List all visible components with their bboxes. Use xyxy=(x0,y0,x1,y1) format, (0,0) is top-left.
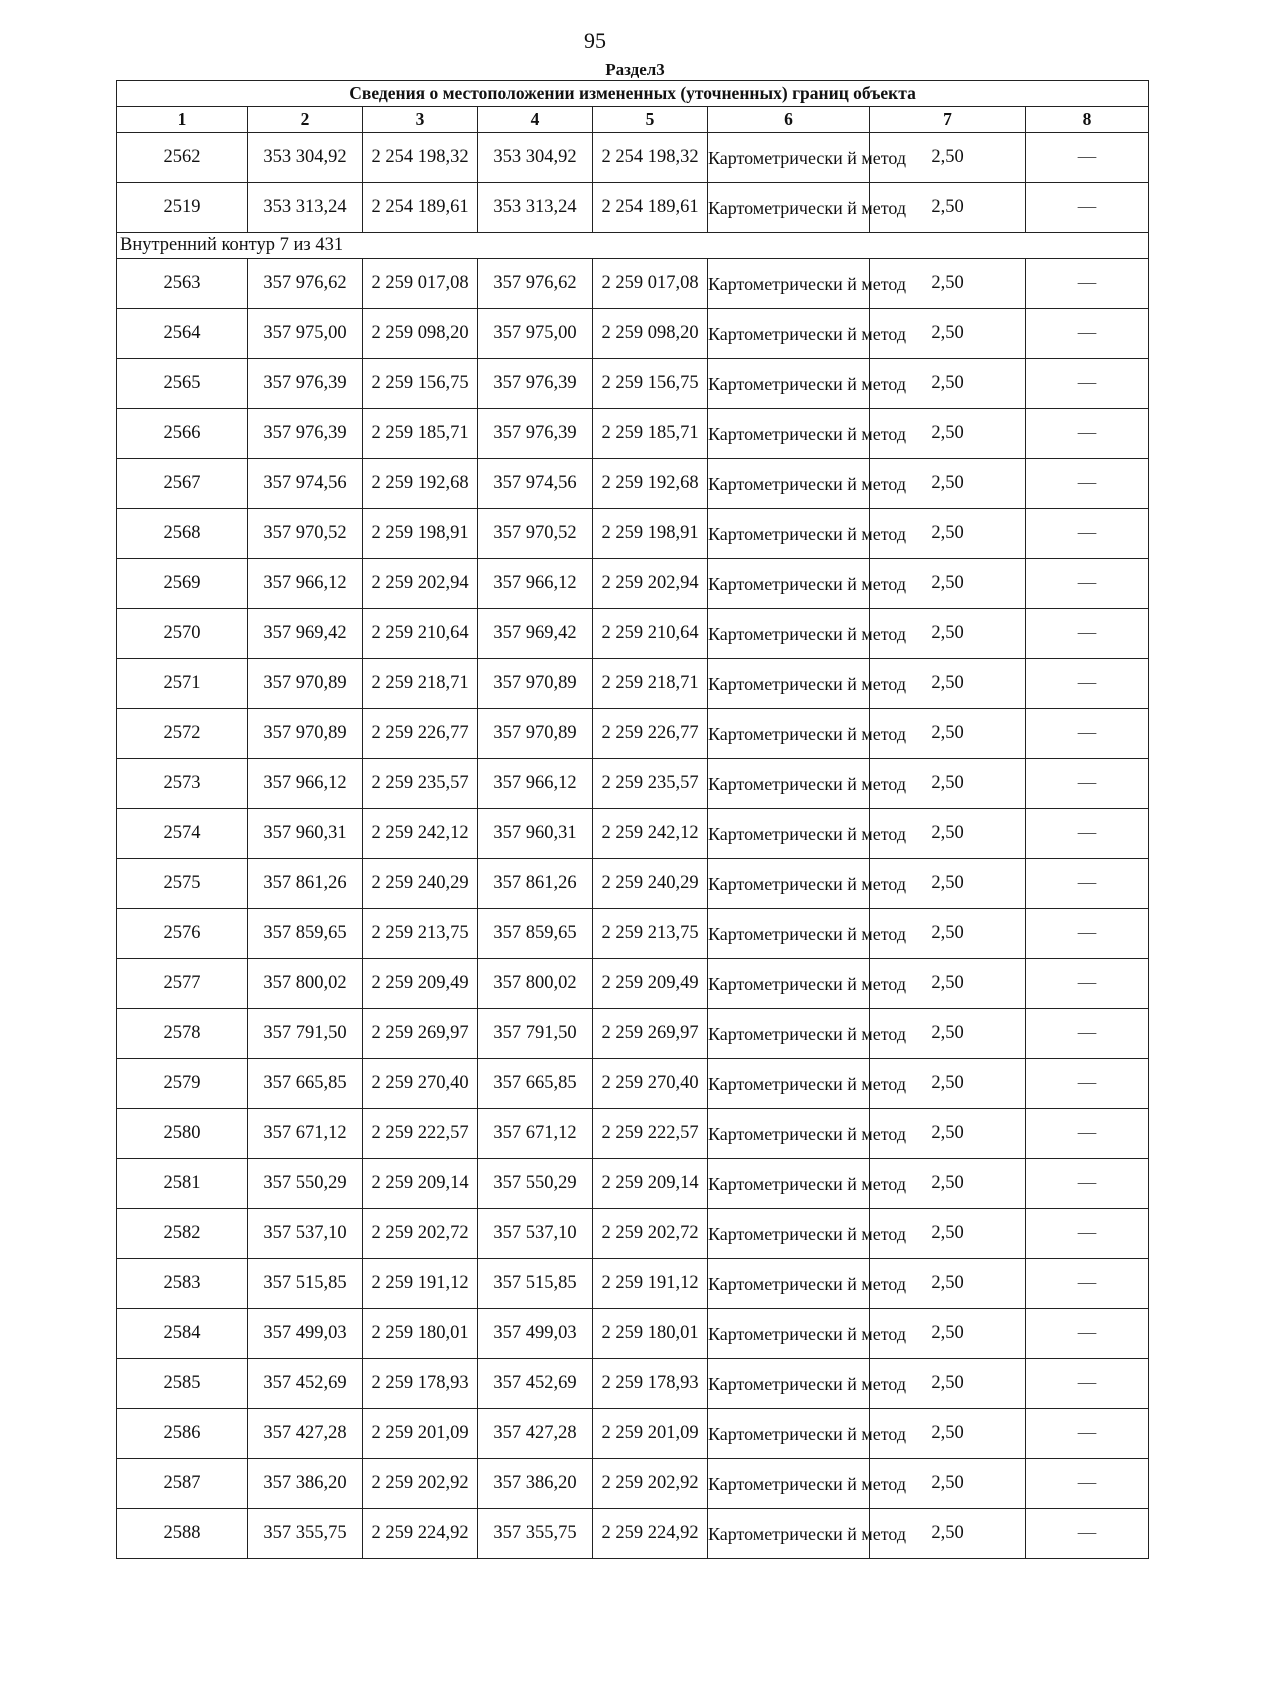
contour-label: Внутренний контур 7 из 431 xyxy=(117,233,1149,259)
cell-x-existing: 357 800,02 xyxy=(248,959,363,1009)
cell-x-new: 357 966,12 xyxy=(478,559,593,609)
cell-accuracy: 2,50 xyxy=(870,1359,1026,1409)
column-number: 7 xyxy=(870,107,1026,133)
cell-description: — xyxy=(1026,709,1149,759)
cell-description: — xyxy=(1026,859,1149,909)
cell-description: — xyxy=(1026,1459,1149,1509)
cell-description: — xyxy=(1026,359,1149,409)
cell-method: Картометрически й метод xyxy=(708,909,870,959)
cell-point-number: 2577 xyxy=(117,959,248,1009)
cell-x-existing: 357 974,56 xyxy=(248,459,363,509)
cell-x-new: 357 427,28 xyxy=(478,1409,593,1459)
cell-y-new: 2 254 198,32 xyxy=(593,133,708,183)
cell-description: — xyxy=(1026,1209,1149,1259)
cell-y-new: 2 259 191,12 xyxy=(593,1259,708,1309)
cell-point-number: 2575 xyxy=(117,859,248,909)
table-row xyxy=(117,1259,1149,1309)
cell-point-number: 2562 xyxy=(117,133,248,183)
boundary-coordinates-table xyxy=(116,80,1149,1559)
table-caption: Сведения о местоположении измененных (уточненных) границ объекта xyxy=(117,81,1149,107)
cell-point-number: 2583 xyxy=(117,1259,248,1309)
cell-accuracy: 2,50 xyxy=(870,1459,1026,1509)
cell-accuracy: 2,50 xyxy=(870,133,1026,183)
cell-y-existing: 2 259 210,64 xyxy=(363,609,478,659)
cell-accuracy: 2,50 xyxy=(870,709,1026,759)
cell-x-new: 357 974,56 xyxy=(478,459,593,509)
table-row xyxy=(117,859,1149,909)
cell-accuracy: 2,50 xyxy=(870,959,1026,1009)
cell-method: Картометрически й метод xyxy=(708,659,870,709)
cell-y-existing: 2 259 213,75 xyxy=(363,909,478,959)
cell-method: Картометрически й метод xyxy=(708,1459,870,1509)
cell-y-existing: 2 259 269,97 xyxy=(363,1009,478,1059)
cell-y-existing: 2 259 178,93 xyxy=(363,1359,478,1409)
cell-y-new: 2 259 226,77 xyxy=(593,709,708,759)
cell-x-new: 357 861,26 xyxy=(478,859,593,909)
cell-point-number: 2573 xyxy=(117,759,248,809)
cell-point-number: 2568 xyxy=(117,509,248,559)
cell-y-new: 2 259 240,29 xyxy=(593,859,708,909)
cell-x-new: 357 976,62 xyxy=(478,259,593,309)
cell-description: — xyxy=(1026,1159,1149,1209)
cell-y-new: 2 259 218,71 xyxy=(593,659,708,709)
cell-accuracy: 2,50 xyxy=(870,1309,1026,1359)
cell-accuracy: 2,50 xyxy=(870,659,1026,709)
column-number: 6 xyxy=(708,107,870,133)
cell-x-new: 357 975,00 xyxy=(478,309,593,359)
cell-x-new: 357 537,10 xyxy=(478,1209,593,1259)
cell-x-new: 353 313,24 xyxy=(478,183,593,233)
cell-x-new: 353 304,92 xyxy=(478,133,593,183)
table-row xyxy=(117,459,1149,509)
cell-method: Картометрически й метод xyxy=(708,1409,870,1459)
cell-x-existing: 357 671,12 xyxy=(248,1109,363,1159)
table-row xyxy=(117,1409,1149,1459)
cell-accuracy: 2,50 xyxy=(870,1409,1026,1459)
cell-description: — xyxy=(1026,133,1149,183)
cell-point-number: 2572 xyxy=(117,709,248,759)
cell-y-new: 2 259 224,92 xyxy=(593,1509,708,1559)
cell-y-new: 2 259 202,92 xyxy=(593,1459,708,1509)
cell-description: — xyxy=(1026,1509,1149,1559)
cell-y-new: 2 259 213,75 xyxy=(593,909,708,959)
cell-y-existing: 2 259 098,20 xyxy=(363,309,478,359)
cell-description: — xyxy=(1026,659,1149,709)
cell-y-new: 2 259 235,57 xyxy=(593,759,708,809)
cell-y-new: 2 259 178,93 xyxy=(593,1359,708,1409)
cell-accuracy: 2,50 xyxy=(870,909,1026,959)
cell-y-existing: 2 259 224,92 xyxy=(363,1509,478,1559)
cell-y-new: 2 259 202,72 xyxy=(593,1209,708,1259)
table-row xyxy=(117,909,1149,959)
cell-point-number: 2581 xyxy=(117,1159,248,1209)
cell-accuracy: 2,50 xyxy=(870,359,1026,409)
cell-x-existing: 357 452,69 xyxy=(248,1359,363,1409)
table-row xyxy=(117,133,1149,183)
cell-description: — xyxy=(1026,183,1149,233)
table-row xyxy=(117,359,1149,409)
cell-description: — xyxy=(1026,509,1149,559)
cell-x-new: 357 970,52 xyxy=(478,509,593,559)
cell-x-existing: 357 386,20 xyxy=(248,1459,363,1509)
table-row xyxy=(117,609,1149,659)
cell-y-new: 2 259 017,08 xyxy=(593,259,708,309)
cell-accuracy: 2,50 xyxy=(870,809,1026,859)
cell-y-existing: 2 259 156,75 xyxy=(363,359,478,409)
cell-method: Картометрически й метод xyxy=(708,1109,870,1159)
cell-method: Картометрически й метод xyxy=(708,183,870,233)
cell-description: — xyxy=(1026,959,1149,1009)
table-row xyxy=(117,409,1149,459)
column-number: 3 xyxy=(363,107,478,133)
table-row xyxy=(117,659,1149,709)
cell-accuracy: 2,50 xyxy=(870,759,1026,809)
cell-y-existing: 2 259 202,94 xyxy=(363,559,478,609)
cell-method: Картометрически й метод xyxy=(708,809,870,859)
cell-method: Картометрически й метод xyxy=(708,859,870,909)
cell-x-new: 357 970,89 xyxy=(478,709,593,759)
cell-accuracy: 2,50 xyxy=(870,1009,1026,1059)
cell-point-number: 2585 xyxy=(117,1359,248,1409)
cell-method: Картометрически й метод xyxy=(708,1159,870,1209)
cell-method: Картометрически й метод xyxy=(708,1209,870,1259)
cell-accuracy: 2,50 xyxy=(870,259,1026,309)
cell-x-new: 357 452,69 xyxy=(478,1359,593,1409)
cell-method: Картометрически й метод xyxy=(708,759,870,809)
table-row xyxy=(117,1309,1149,1359)
cell-y-existing: 2 259 218,71 xyxy=(363,659,478,709)
cell-x-new: 357 969,42 xyxy=(478,609,593,659)
cell-x-new: 357 970,89 xyxy=(478,659,593,709)
cell-point-number: 2519 xyxy=(117,183,248,233)
table-body-before-contour xyxy=(117,133,1149,233)
cell-y-existing: 2 259 191,12 xyxy=(363,1259,478,1309)
cell-y-existing: 2 259 242,12 xyxy=(363,809,478,859)
column-number: 4 xyxy=(478,107,593,133)
cell-x-existing: 357 970,52 xyxy=(248,509,363,559)
cell-x-new: 357 859,65 xyxy=(478,909,593,959)
cell-accuracy: 2,50 xyxy=(870,859,1026,909)
cell-method: Картометрически й метод xyxy=(708,1259,870,1309)
cell-point-number: 2579 xyxy=(117,1059,248,1109)
cell-y-new: 2 259 180,01 xyxy=(593,1309,708,1359)
cell-y-existing: 2 259 222,57 xyxy=(363,1109,478,1159)
cell-y-existing: 2 254 198,32 xyxy=(363,133,478,183)
cell-y-existing: 2 259 201,09 xyxy=(363,1409,478,1459)
cell-accuracy: 2,50 xyxy=(870,559,1026,609)
cell-x-existing: 357 966,12 xyxy=(248,559,363,609)
cell-point-number: 2563 xyxy=(117,259,248,309)
cell-method: Картометрически й метод xyxy=(708,309,870,359)
cell-description: — xyxy=(1026,1359,1149,1409)
cell-accuracy: 2,50 xyxy=(870,1259,1026,1309)
cell-x-existing: 357 970,89 xyxy=(248,709,363,759)
cell-x-existing: 357 791,50 xyxy=(248,1009,363,1059)
cell-accuracy: 2,50 xyxy=(870,1509,1026,1559)
cell-x-existing: 353 313,24 xyxy=(248,183,363,233)
table-row xyxy=(117,559,1149,609)
cell-x-new: 357 386,20 xyxy=(478,1459,593,1509)
cell-point-number: 2569 xyxy=(117,559,248,609)
cell-description: — xyxy=(1026,559,1149,609)
cell-method: Картометрически й метод xyxy=(708,133,870,183)
cell-x-existing: 357 355,75 xyxy=(248,1509,363,1559)
cell-x-existing: 357 550,29 xyxy=(248,1159,363,1209)
cell-point-number: 2582 xyxy=(117,1209,248,1259)
cell-y-existing: 2 259 209,49 xyxy=(363,959,478,1009)
cell-y-new: 2 259 269,97 xyxy=(593,1009,708,1059)
cell-method: Картометрически й метод xyxy=(708,959,870,1009)
cell-y-existing: 2 259 209,14 xyxy=(363,1159,478,1209)
cell-x-existing: 357 976,62 xyxy=(248,259,363,309)
cell-point-number: 2571 xyxy=(117,659,248,709)
cell-x-existing: 357 975,00 xyxy=(248,309,363,359)
column-number: 5 xyxy=(593,107,708,133)
cell-y-existing: 2 259 226,77 xyxy=(363,709,478,759)
cell-point-number: 2588 xyxy=(117,1509,248,1559)
table-row xyxy=(117,1209,1149,1259)
column-number-row xyxy=(117,107,1149,133)
cell-method: Картометрически й метод xyxy=(708,1359,870,1409)
cell-y-new: 2 259 198,91 xyxy=(593,509,708,559)
cell-point-number: 2578 xyxy=(117,1009,248,1059)
cell-point-number: 2586 xyxy=(117,1409,248,1459)
cell-method: Картометрически й метод xyxy=(708,1509,870,1559)
cell-point-number: 2567 xyxy=(117,459,248,509)
cell-x-existing: 357 537,10 xyxy=(248,1209,363,1259)
cell-description: — xyxy=(1026,609,1149,659)
cell-y-new: 2 259 242,12 xyxy=(593,809,708,859)
cell-x-new: 357 791,50 xyxy=(478,1009,593,1059)
cell-point-number: 2580 xyxy=(117,1109,248,1159)
table-row xyxy=(117,1159,1149,1209)
cell-accuracy: 2,50 xyxy=(870,309,1026,359)
column-number: 2 xyxy=(248,107,363,133)
contour-section xyxy=(117,233,1149,259)
cell-y-new: 2 259 209,49 xyxy=(593,959,708,1009)
cell-method: Картометрически й метод xyxy=(708,509,870,559)
cell-x-new: 357 665,85 xyxy=(478,1059,593,1109)
cell-y-existing: 2 259 202,92 xyxy=(363,1459,478,1509)
cell-accuracy: 2,50 xyxy=(870,1109,1026,1159)
cell-point-number: 2565 xyxy=(117,359,248,409)
table-row xyxy=(117,1059,1149,1109)
cell-x-new: 357 800,02 xyxy=(478,959,593,1009)
cell-x-existing: 357 515,85 xyxy=(248,1259,363,1309)
cell-description: — xyxy=(1026,909,1149,959)
cell-y-existing: 2 259 198,91 xyxy=(363,509,478,559)
cell-accuracy: 2,50 xyxy=(870,1059,1026,1109)
table-row xyxy=(117,1359,1149,1409)
cell-x-new: 357 960,31 xyxy=(478,809,593,859)
cell-x-existing: 353 304,92 xyxy=(248,133,363,183)
contour-row xyxy=(117,233,1149,259)
cell-method: Картометрически й метод xyxy=(708,459,870,509)
section-title: Раздел3 xyxy=(605,60,665,79)
page-number: 95 xyxy=(584,28,606,53)
cell-point-number: 2570 xyxy=(117,609,248,659)
cell-accuracy: 2,50 xyxy=(870,1209,1026,1259)
table-row xyxy=(117,709,1149,759)
cell-method: Картометрически й метод xyxy=(708,1309,870,1359)
cell-x-new: 357 550,29 xyxy=(478,1159,593,1209)
cell-accuracy: 2,50 xyxy=(870,1159,1026,1209)
cell-x-new: 357 976,39 xyxy=(478,359,593,409)
cell-x-existing: 357 976,39 xyxy=(248,409,363,459)
cell-y-existing: 2 254 189,61 xyxy=(363,183,478,233)
table-row xyxy=(117,1009,1149,1059)
cell-point-number: 2584 xyxy=(117,1309,248,1359)
cell-method: Картометрически й метод xyxy=(708,709,870,759)
cell-x-existing: 357 859,65 xyxy=(248,909,363,959)
cell-description: — xyxy=(1026,1109,1149,1159)
cell-method: Картометрически й метод xyxy=(708,559,870,609)
cell-description: — xyxy=(1026,809,1149,859)
table-row xyxy=(117,509,1149,559)
cell-description: — xyxy=(1026,759,1149,809)
cell-point-number: 2564 xyxy=(117,309,248,359)
cell-x-new: 357 499,03 xyxy=(478,1309,593,1359)
cell-description: — xyxy=(1026,1059,1149,1109)
cell-point-number: 2566 xyxy=(117,409,248,459)
cell-accuracy: 2,50 xyxy=(870,183,1026,233)
cell-y-new: 2 254 189,61 xyxy=(593,183,708,233)
table-row xyxy=(117,1459,1149,1509)
cell-x-new: 357 355,75 xyxy=(478,1509,593,1559)
cell-method: Картометрически й метод xyxy=(708,1009,870,1059)
cell-method: Картометрически й метод xyxy=(708,409,870,459)
cell-description: — xyxy=(1026,1009,1149,1059)
table-row xyxy=(117,183,1149,233)
cell-method: Картометрически й метод xyxy=(708,1059,870,1109)
cell-point-number: 2587 xyxy=(117,1459,248,1509)
table-body-after-contour xyxy=(117,259,1149,1559)
cell-y-new: 2 259 185,71 xyxy=(593,409,708,459)
table-row xyxy=(117,959,1149,1009)
cell-y-existing: 2 259 235,57 xyxy=(363,759,478,809)
cell-y-new: 2 259 156,75 xyxy=(593,359,708,409)
cell-x-existing: 357 427,28 xyxy=(248,1409,363,1459)
cell-method: Картометрически й метод xyxy=(708,359,870,409)
cell-method: Картометрически й метод xyxy=(708,609,870,659)
cell-method: Картометрически й метод xyxy=(708,259,870,309)
column-number: 8 xyxy=(1026,107,1149,133)
cell-x-existing: 357 665,85 xyxy=(248,1059,363,1109)
cell-x-new: 357 515,85 xyxy=(478,1259,593,1309)
cell-y-new: 2 259 270,40 xyxy=(593,1059,708,1109)
cell-x-existing: 357 499,03 xyxy=(248,1309,363,1359)
cell-accuracy: 2,50 xyxy=(870,609,1026,659)
table-row xyxy=(117,1109,1149,1159)
cell-accuracy: 2,50 xyxy=(870,459,1026,509)
table-row xyxy=(117,259,1149,309)
cell-x-existing: 357 966,12 xyxy=(248,759,363,809)
cell-y-new: 2 259 209,14 xyxy=(593,1159,708,1209)
cell-description: — xyxy=(1026,1409,1149,1459)
cell-x-existing: 357 969,42 xyxy=(248,609,363,659)
cell-x-existing: 357 861,26 xyxy=(248,859,363,909)
cell-description: — xyxy=(1026,409,1149,459)
cell-y-new: 2 259 098,20 xyxy=(593,309,708,359)
cell-y-new: 2 259 202,94 xyxy=(593,559,708,609)
cell-y-new: 2 259 210,64 xyxy=(593,609,708,659)
cell-x-existing: 357 970,89 xyxy=(248,659,363,709)
cell-y-new: 2 259 201,09 xyxy=(593,1409,708,1459)
cell-y-existing: 2 259 192,68 xyxy=(363,459,478,509)
cell-y-existing: 2 259 240,29 xyxy=(363,859,478,909)
cell-description: — xyxy=(1026,259,1149,309)
cell-accuracy: 2,50 xyxy=(870,409,1026,459)
cell-y-existing: 2 259 270,40 xyxy=(363,1059,478,1109)
table-caption-row xyxy=(117,81,1149,107)
column-number: 1 xyxy=(117,107,248,133)
cell-y-new: 2 259 222,57 xyxy=(593,1109,708,1159)
cell-accuracy: 2,50 xyxy=(870,509,1026,559)
cell-description: — xyxy=(1026,1309,1149,1359)
cell-description: — xyxy=(1026,309,1149,359)
cell-x-new: 357 671,12 xyxy=(478,1109,593,1159)
cell-x-existing: 357 960,31 xyxy=(248,809,363,859)
cell-y-existing: 2 259 202,72 xyxy=(363,1209,478,1259)
cell-y-existing: 2 259 180,01 xyxy=(363,1309,478,1359)
cell-y-existing: 2 259 017,08 xyxy=(363,259,478,309)
table-row xyxy=(117,809,1149,859)
cell-x-new: 357 966,12 xyxy=(478,759,593,809)
cell-x-new: 357 976,39 xyxy=(478,409,593,459)
cell-y-new: 2 259 192,68 xyxy=(593,459,708,509)
cell-y-existing: 2 259 185,71 xyxy=(363,409,478,459)
table-row xyxy=(117,1509,1149,1559)
cell-description: — xyxy=(1026,459,1149,509)
table-row xyxy=(117,309,1149,359)
table-row xyxy=(117,759,1149,809)
cell-x-existing: 357 976,39 xyxy=(248,359,363,409)
cell-description: — xyxy=(1026,1259,1149,1309)
cell-point-number: 2576 xyxy=(117,909,248,959)
cell-point-number: 2574 xyxy=(117,809,248,859)
